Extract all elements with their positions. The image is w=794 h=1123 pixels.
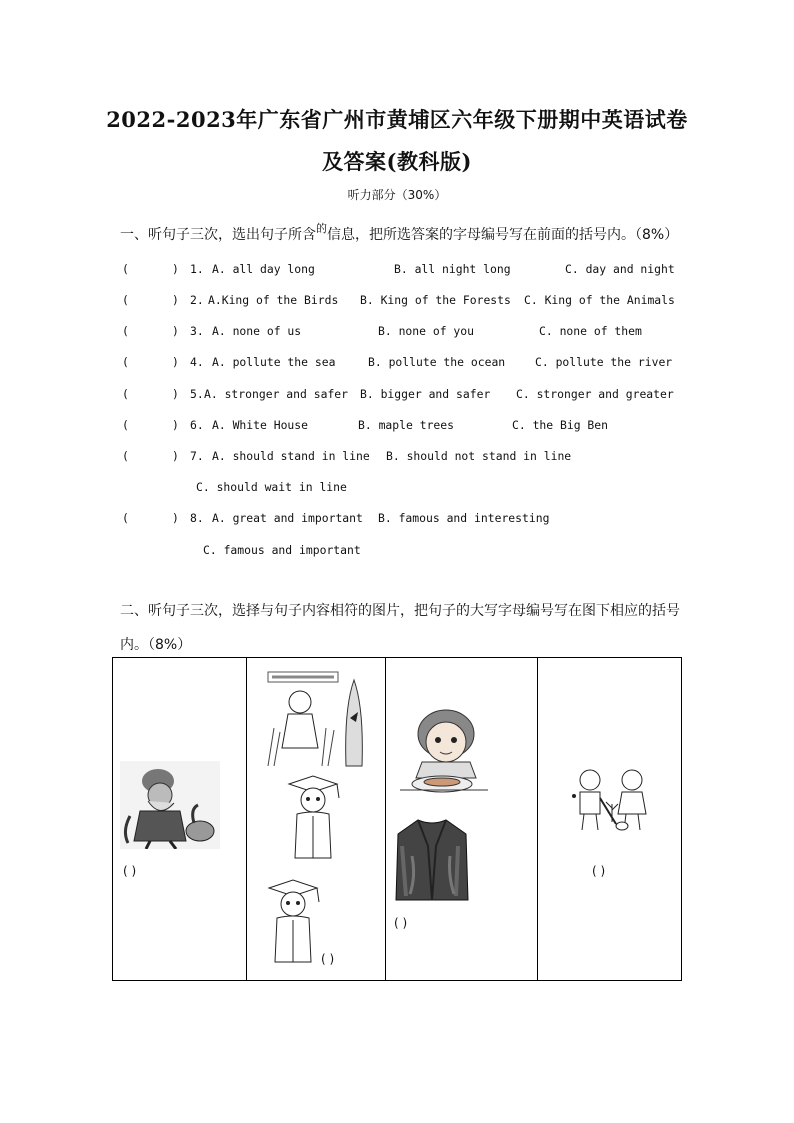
answer-bracket[interactable]: (: [122, 262, 129, 276]
answer-bracket[interactable]: (: [122, 511, 129, 525]
section2-title: 二、听句子三次，选择与句子内容相符的图片，把句子的大写字母编号写在图下相应的括号: [120, 603, 680, 619]
picture-cell-2: [247, 658, 386, 981]
question-1: ( ) 1. A. all day long B. all night long C. day and night: [122, 262, 675, 276]
answer-bracket[interactable]: (: [122, 418, 129, 432]
option-c: C. none of them: [539, 324, 642, 338]
answer-bracket[interactable]: ( ): [123, 864, 137, 878]
option-a: A. none of us: [212, 324, 302, 338]
picture-cell-4: [538, 658, 682, 981]
option-c: C. famous and important: [203, 543, 361, 557]
question-3: ( ) 3. A. none of us B. none of you C. none of them: [122, 324, 642, 338]
question-6: ( ) 6. A. White House B. maple trees C. the Big Ben: [122, 418, 609, 432]
answer-bracket[interactable]: ( ): [394, 916, 408, 930]
option-a: A. pollute the sea: [212, 355, 336, 369]
answer-bracket[interactable]: (: [122, 293, 129, 307]
question-5: ( ) 5. A. stronger and safer B. bigger and safer C. stronger and greater: [122, 387, 674, 401]
answer-bracket[interactable]: (: [122, 449, 129, 463]
option-b: B. King of the Forests: [360, 293, 511, 307]
graduate-picture: [261, 878, 325, 968]
picture-cell-3: [386, 658, 538, 981]
option-a: A. all day long: [212, 262, 315, 276]
option-b: B. all night long: [394, 262, 511, 276]
picture-table: [112, 657, 682, 981]
option-b: B. none of you: [378, 324, 475, 338]
girl-eating-picture: [398, 704, 490, 796]
question-7: ( ) 7. A. should stand in line B. should not stand in line: [122, 449, 572, 463]
page-title: 2022-2023年广东省广州市黄埔区六年级下册期中英语试卷: [106, 107, 688, 132]
answer-bracket[interactable]: (: [122, 387, 129, 401]
option-c: C. pollute the river: [535, 355, 673, 369]
answer-bracket[interactable]: (: [122, 324, 129, 338]
option-b: B. maple trees: [358, 418, 455, 432]
scientist-poster-picture: [264, 668, 368, 768]
option-b: B. bigger and safer: [360, 387, 491, 401]
question-2: ( ) 2. A.King of the Birds B. King of the Forests C. King of the Animals: [122, 293, 675, 307]
option-c: C. should wait in line: [196, 480, 347, 494]
option-a: A. great and important: [212, 511, 363, 525]
option-a: A. White House: [212, 418, 309, 432]
option-b: B. pollute the ocean: [368, 355, 506, 369]
section2-title-line2: 内。（8%）: [120, 637, 192, 653]
fur-coat-picture: [392, 816, 472, 904]
option-c: C. King of the Animals: [524, 293, 675, 307]
option-a: A. stronger and safer: [204, 387, 349, 401]
kids-planting-tree-picture: [570, 764, 652, 834]
option-b: B. famous and interesting: [378, 511, 550, 525]
section1-title: 一、听句子三次，选出句子所含$^的$信息，把所选答案的字母编号写在前面的括号内。（8%）: [120, 222, 679, 243]
picture-cell-1: [113, 658, 247, 981]
option-c: C. stronger and greater: [516, 387, 674, 401]
answer-bracket[interactable]: ( ): [321, 952, 335, 966]
section-subtitle: 听力部分（30%）: [347, 188, 447, 202]
graduate-picture: [281, 774, 345, 864]
old-man-with-goose-picture: [120, 761, 220, 849]
page-title-line2: 及答案(教科版): [322, 149, 472, 174]
option-c: C. day and night: [565, 262, 675, 276]
option-b: B. should not stand in line: [386, 449, 572, 463]
question-8: ( ) 8. A. great and important B. famous and interesting: [122, 511, 550, 525]
option-a: A.King of the Birds: [208, 293, 339, 307]
answer-bracket[interactable]: (: [122, 355, 129, 369]
option-a: A. should stand in line: [212, 449, 370, 463]
question-4: ( ) 4. A. pollute the sea B. pollute the ocean C. pollute the river: [122, 355, 673, 369]
answer-bracket[interactable]: ( ): [592, 864, 606, 878]
option-c: C. the Big Ben: [512, 418, 609, 432]
